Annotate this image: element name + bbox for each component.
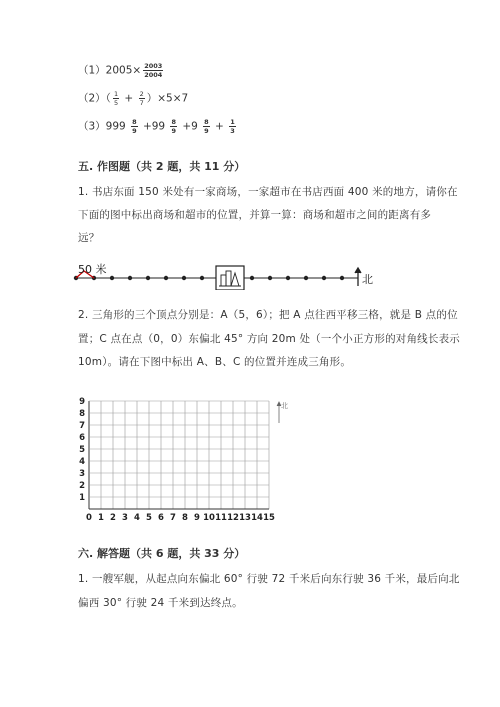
grid-north-label: 北 — [281, 402, 288, 410]
section-5-q1-line-2: 下面的图中标出商场和超市的位置，并算一算：商场和超市之间的距离有多 — [78, 209, 432, 221]
fraction-denominator: 9 — [171, 127, 176, 135]
x-tick-label: 13 — [239, 513, 251, 523]
problem-3-mid-2: +9 — [182, 120, 198, 133]
fraction-denominator: 9 — [132, 127, 137, 135]
section-5-q2-line-1: 2. 三角形的三个顶点分别是：A（5，6）；把 A 点往西平移三格，就是 B 点的位 — [78, 309, 458, 321]
x-tick-label: 9 — [194, 513, 200, 523]
fraction-numerator: 8 — [171, 118, 176, 126]
x-tick-label: 3 — [122, 513, 128, 523]
coordinate-grid — [70, 385, 300, 523]
problem-3-mid-1: +99 — [142, 120, 166, 133]
y-tick-label: 8 — [79, 409, 85, 419]
x-tick-label: 2 — [110, 513, 116, 523]
problem-1-fraction — [143, 62, 163, 79]
problem-3-fraction-a — [131, 118, 138, 135]
problem-2-fraction-1 — [113, 90, 119, 107]
fraction-denominator: 5 — [113, 99, 119, 107]
section-6-q1-line-2: 偏西 30° 行驶 24 千米到达终点。 — [78, 597, 243, 609]
x-tick-label: 11 — [215, 513, 227, 523]
problem-3-mid-3: + — [215, 120, 224, 133]
x-tick-label: 15 — [263, 513, 275, 523]
problem-2-close: ）×5×7 — [146, 92, 189, 105]
problem-1 — [78, 62, 165, 79]
plus-sign: + — [124, 92, 134, 105]
number-line-diagram — [70, 258, 380, 290]
y-axis-labels — [79, 397, 85, 503]
problem-2 — [78, 90, 188, 107]
y-tick-label: 7 — [79, 421, 85, 431]
problem-3-fraction-b — [170, 118, 177, 135]
problem-3 — [78, 118, 238, 135]
fraction-denominator: 2004 — [144, 71, 163, 79]
section-5-q2-line-3: 10m）。请在下图中标出 A、B、C 的位置并连成三角形。 — [78, 356, 352, 368]
x-tick-label: 14 — [251, 513, 263, 523]
y-tick-label: 4 — [79, 457, 85, 467]
section-5-title: 五. 作图题（共 2 题，共 11 分） — [78, 160, 246, 173]
problem-2-fraction-2 — [139, 90, 145, 107]
x-tick-label: 10 — [203, 513, 215, 523]
x-tick-label: 12 — [227, 513, 239, 523]
north-label: 北 — [362, 273, 373, 286]
y-tick-label: 3 — [79, 469, 85, 479]
fraction-numerator: 1 — [113, 90, 119, 98]
fraction-denominator: 7 — [139, 99, 144, 107]
problem-3-fraction-d — [229, 118, 236, 135]
x-tick-label: 6 — [158, 513, 164, 523]
x-tick-label: 5 — [146, 513, 152, 523]
fraction-numerator: 8 — [204, 118, 209, 126]
fraction-numerator: 8 — [132, 118, 137, 126]
section-6-title: 六. 解答题（共 6 题，共 33 分） — [78, 547, 246, 560]
north-arrow-icon — [355, 268, 361, 286]
fraction-denominator: 9 — [204, 127, 209, 135]
x-tick-label: 4 — [134, 513, 140, 523]
section-5-q2-line-2: 置；C 点在点（0，0）东偏北 45° 方向 20m 处（一个小正方形的对角线长表示 — [78, 333, 460, 345]
fraction-numerator: 1 — [230, 118, 235, 126]
problem-1-label: （1）2005× — [78, 64, 142, 77]
x-tick-label: 0 — [86, 513, 92, 523]
y-tick-label: 2 — [79, 481, 85, 491]
problem-3-label: （3）999 — [78, 120, 126, 133]
y-tick-label: 5 — [79, 445, 85, 455]
x-tick-label: 7 — [170, 513, 176, 523]
fraction-numerator: 2003 — [144, 62, 163, 70]
x-axis-labels — [86, 513, 275, 523]
section-5-q1-line-3: 远？ — [78, 232, 100, 244]
y-tick-label: 9 — [79, 397, 85, 407]
scale-label: 50 米 — [78, 263, 107, 276]
fraction-denominator: 3 — [230, 127, 235, 135]
grid-lines — [89, 401, 269, 509]
x-tick-label: 1 — [98, 513, 104, 523]
y-tick-label: 1 — [79, 493, 85, 503]
x-tick-label: 8 — [182, 513, 188, 523]
section-6-q1-line-1: 1. 一艘军舰，从起点向东偏北 60° 行驶 72 千米后向东行驶 36 千米，最后向北 — [78, 573, 460, 585]
section-5-q1-line-1: 1. 书店东面 150 米处有一家商场，一家超市在书店西面 400 米的地方，请你在 — [78, 186, 458, 198]
problem-2-open: （2）（ — [78, 92, 111, 105]
y-tick-label: 6 — [79, 433, 85, 443]
problem-3-fraction-c — [203, 118, 210, 135]
fraction-numerator: 2 — [139, 90, 144, 98]
